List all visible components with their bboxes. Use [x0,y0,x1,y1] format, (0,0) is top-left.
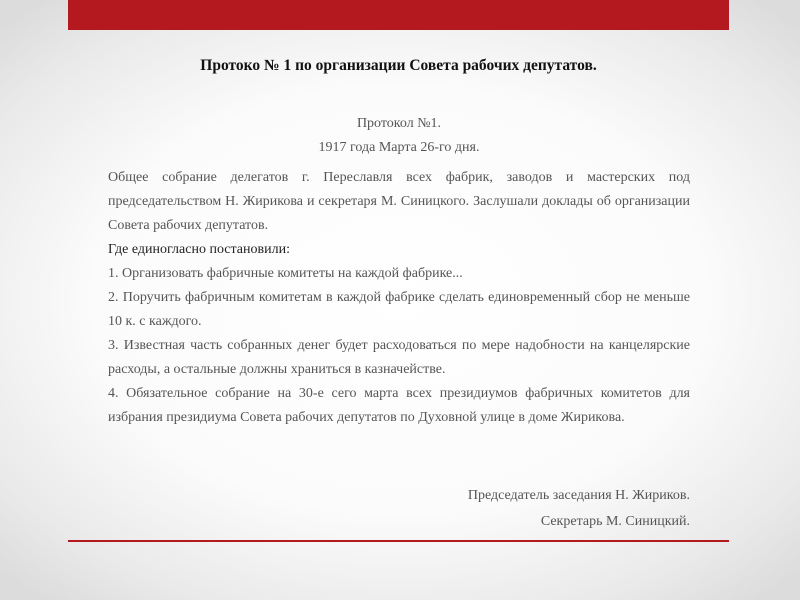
paragraph-item-2: 2. Поручить фабричным комитетам в каждой фабрике сделать единовременный сбор не меньше 10 к. с каждого. [108,290,690,329]
top-accent-bar [68,0,729,30]
chairman-signature: Председатель заседания Н. Жириков. [467,488,690,503]
paragraph-resolution: Где единогласно постановили: [108,242,290,257]
paragraph-item-3: 3. Известная часть собранных денег будет расходоваться по мере надобности на канцелярские расходы, а остальные должны храниться в казначействе. [108,338,690,377]
secretary-signature: Секретарь М. Синицкий. [540,514,690,529]
paragraph-item-4: 4. Обязательное собрание на 30-е сего марта всех президиумов фабричных комитетов для избрания президиума Совета рабочих депутатов по Духовной улице в доме Жирикова. [108,386,690,425]
bottom-accent-rule [68,540,729,542]
paragraph-item-1: 1. Организовать фабричные комитеты на каждой фабрике... [108,266,463,281]
slide-heading: Протоко № 1 по организации Совета рабочих депутатов. [200,57,597,74]
paragraph-intro: Общее собрание делегатов г. Переславля всех фабрик, заводов и мастерских под председательством Н. Жирикова и секретаря М. Синицкого. Заслушали доклады об организации Совета рабочих депутатов. [108,170,690,233]
protocol-date: 1917 года Марта 26-го дня. [318,140,480,155]
protocol-title: Протокол №1. [356,116,442,131]
protocol-body [108,166,690,430]
